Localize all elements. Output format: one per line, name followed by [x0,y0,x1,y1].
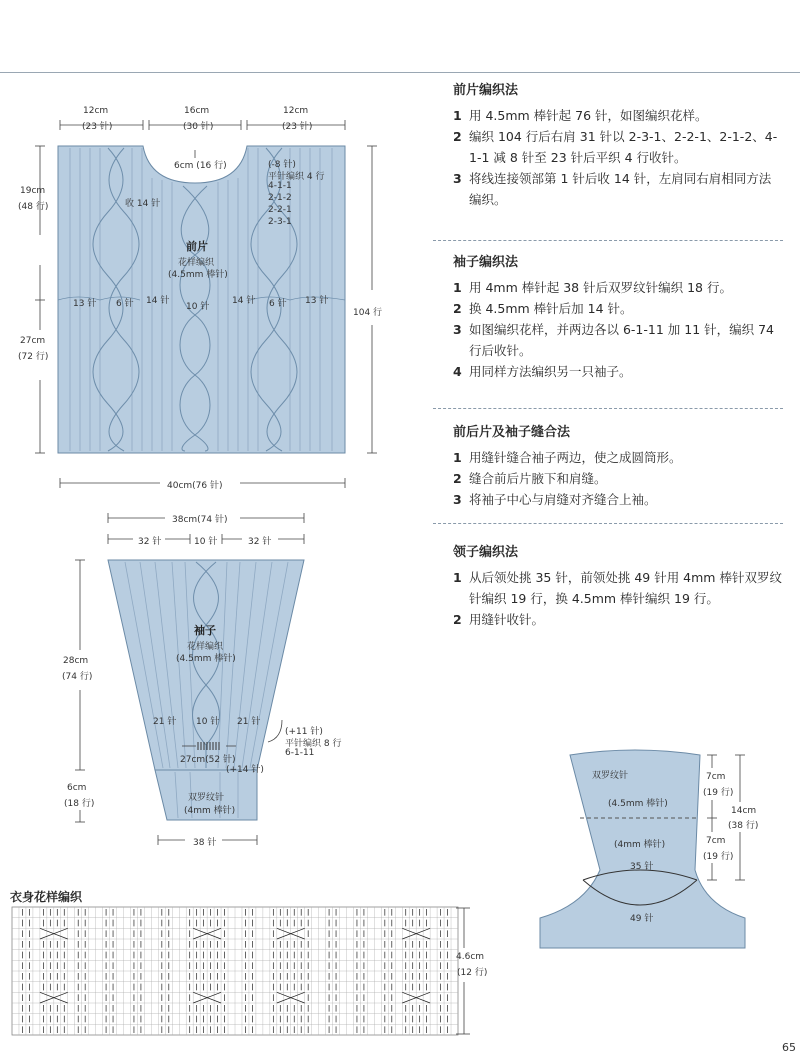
collar-needle-1: (4.5mm 棒针) [608,799,668,809]
list-item: 3 将袖子中心与肩缝对齐缝合上袖。 [453,489,783,510]
stitch-chart [12,907,458,1035]
front-col-5: 14 针 [232,296,256,306]
sleeve-sub2: (4.5mm 棒针) [176,654,236,664]
instruction-text: 用 4mm 棒针起 38 针后双罗纹针编织 18 行。 [469,280,732,295]
section-title: 袖子编织法 [453,255,519,270]
list-item: 1 用 4mm 棒针起 38 针后双罗纹针编织 18 行。 [453,277,783,298]
sleeve-h2-cm: 6cm [67,783,87,793]
instruction-text: 换 4.5mm 棒针后加 14 针。 [469,301,633,316]
front-sub1: 花样编织 [178,258,215,268]
collar-top-rows: (19 行) [703,788,734,798]
front-sub2: (4.5mm 棒针) [168,270,228,280]
front-col-2: 6 针 [116,299,134,309]
collar-top-cm: 7cm [706,772,726,782]
front-dim-left-st: (23 针) [82,122,113,132]
instruction-text: 用 4.5mm 棒针起 76 针，如图编织花样。 [469,108,708,123]
list-item: 2 编织 104 行后右肩 31 针以 2-3-1、2-2-1、2-1-2、4-1-1 减 8 针至 23 针后平织 4 行收针。 [453,126,783,168]
section-divider-2 [433,408,783,410]
front-col-4: 10 针 [186,302,210,312]
sleeve-bottom-stitches: 38 针 [193,838,217,848]
section-front [453,80,783,210]
front-col-7: 13 针 [305,296,329,306]
front-dim-right-cm: 12cm [283,106,309,116]
sleeve-h1-cm: 28cm [63,656,89,666]
section-assembly [453,422,783,510]
collar-bot-cm: 7cm [706,836,726,846]
collar-35-stitches: 35 针 [630,862,654,872]
instruction-text: 编织 104 行后右肩 31 针以 2-3-1、2-2-1、2-1-2、4-1-1 减 8 针至 23 针后平织 4 行收针。 [469,129,778,165]
front-right-rows: 104 行 [353,308,383,318]
front-neck-decrease: 收 14 针 [125,199,161,209]
section-title: 前片编织法 [453,83,519,98]
sleeve-inc-note-2: 平针编织 8 行 [285,739,342,749]
sleeve-rib-needle: (4mm 棒针) [184,806,236,816]
instruction-text: 缝合前后片腋下和肩缝。 [469,471,607,486]
chart-height-cm: 4.6cm [456,952,485,962]
instruction-text: 将袖子中心与肩缝对齐缝合上袖。 [469,492,657,507]
front-dim-left-cm: 12cm [83,106,109,116]
list-item: 2 换 4.5mm 棒针后加 14 针。 [453,298,783,319]
sleeve-col-2: 10 针 [196,717,220,727]
page-number: 65 [782,1041,796,1054]
front-h2-cm: 27cm [20,336,46,346]
list-item: 3 将线连接领部第 1 针后收 14 针，左肩同右肩相同方法编织。 [453,168,783,210]
sleeve-inc-note-1: (+11 针) [285,727,323,737]
front-shoulder-note-3: 4-1-1 [268,181,292,191]
list-item: 1 用 4.5mm 棒针起 76 针，如图编织花样。 [453,105,783,126]
front-h2-rows: (72 行) [18,352,49,362]
sleeve-inc-note-3: 6-1-11 [285,748,315,758]
instruction-text: 将线连接领部第 1 针后收 14 针，左肩同右肩相同方法编织。 [469,171,772,207]
front-h1-rows: (48 行) [18,202,49,212]
front-dim-right-st: (23 针) [282,122,313,132]
section-title: 前后片及袖子缝合法 [453,425,571,440]
list-item: 2 用缝针收针。 [453,609,783,630]
sleeve-top-part-1: 32 针 [138,537,162,547]
sleeve-col-3: 21 针 [237,717,261,727]
front-col-3: 14 针 [146,296,170,306]
stitch-chart-title: 衣身花样编织 [10,890,83,904]
front-dim-mid-cm: 16cm [184,106,210,116]
collar-49-stitches: 49 针 [630,914,654,924]
sleeve-top-part-2: 10 针 [194,537,218,547]
sleeve-sub1: 花样编织 [187,642,224,652]
section-sleeve [453,252,783,382]
instruction-text: 从后领处挑 35 针，前领处挑 49 针用 4mm 棒针双罗纹针编织 19 行，换 4.5mm 棒针编织 19 行。 [469,570,782,606]
front-shoulder-note-5: 2-2-1 [268,205,292,215]
list-item: 1 从后领处挑 35 针，前领处挑 49 针用 4mm 棒针双罗纹针编织 19 行，换 4.5mm 棒针编织 19 行。 [453,567,783,609]
list-item: 2 缝合前后片腋下和肩缝。 [453,468,783,489]
collar-total-cm: 14cm [731,806,757,816]
front-shoulder-note-2: 平针编织 4 行 [268,172,325,182]
sleeve-rib-label: 双罗纹针 [188,793,225,803]
sleeve-col-1: 21 针 [153,717,177,727]
front-shoulder-note-1: (-8 针) [268,160,296,170]
sleeve-cuff-width: 27cm(52 针) [180,755,236,765]
collar-rib-label: 双罗纹针 [592,771,629,781]
front-dim-mid-st: (30 针) [183,122,214,132]
front-bottom-width: 40cm(76 针) [167,481,223,491]
sleeve-top-part-3: 32 针 [248,537,272,547]
section-divider-3 [433,523,783,525]
list-item: 1 用缝针缝合袖子两边，使之成圆筒形。 [453,447,783,468]
sleeve-h2-rows: (18 行) [64,799,95,809]
sleeve-h1-rows: (74 行) [62,672,93,682]
front-col-6: 6 针 [269,299,287,309]
instruction-text: 用缝针收针。 [469,612,545,627]
front-shoulder-note-6: 2-3-1 [268,217,292,227]
instruction-text: 用缝针缝合袖子两边，使之成圆筒形。 [469,450,682,465]
section-title: 领子编织法 [453,545,519,560]
list-item: 3 如图编织花样，并两边各以 6-1-11 加 11 针，编织 74 行后收针。 [453,319,783,361]
front-col-1: 13 针 [73,299,97,309]
instruction-text: 用同样方法编织另一只袖子。 [469,364,632,379]
list-item: 4 用同样方法编织另一只袖子。 [453,361,783,382]
chart-height-rows: (12 行) [457,968,488,978]
front-neck-depth: 6cm (16 行) [174,161,227,171]
sleeve-top-width: 38cm(74 针) [172,515,228,525]
sleeve-cuff-increase: (+14 针) [226,765,264,775]
front-shoulder-note-4: 2-1-2 [268,193,292,203]
instruction-text: 如图编织花样，并两边各以 6-1-11 加 11 针，编织 74 行后收针。 [469,322,775,358]
sleeve-title: 袖子 [194,624,216,637]
collar-bot-rows: (19 行) [703,852,734,862]
front-title: 前片 [186,240,208,253]
collar-total-rows: (38 行) [728,821,759,831]
section-collar [453,542,783,630]
collar-needle-2: (4mm 棒针) [614,840,666,850]
front-h1-cm: 19cm [20,186,46,196]
section-divider-1 [433,240,783,242]
